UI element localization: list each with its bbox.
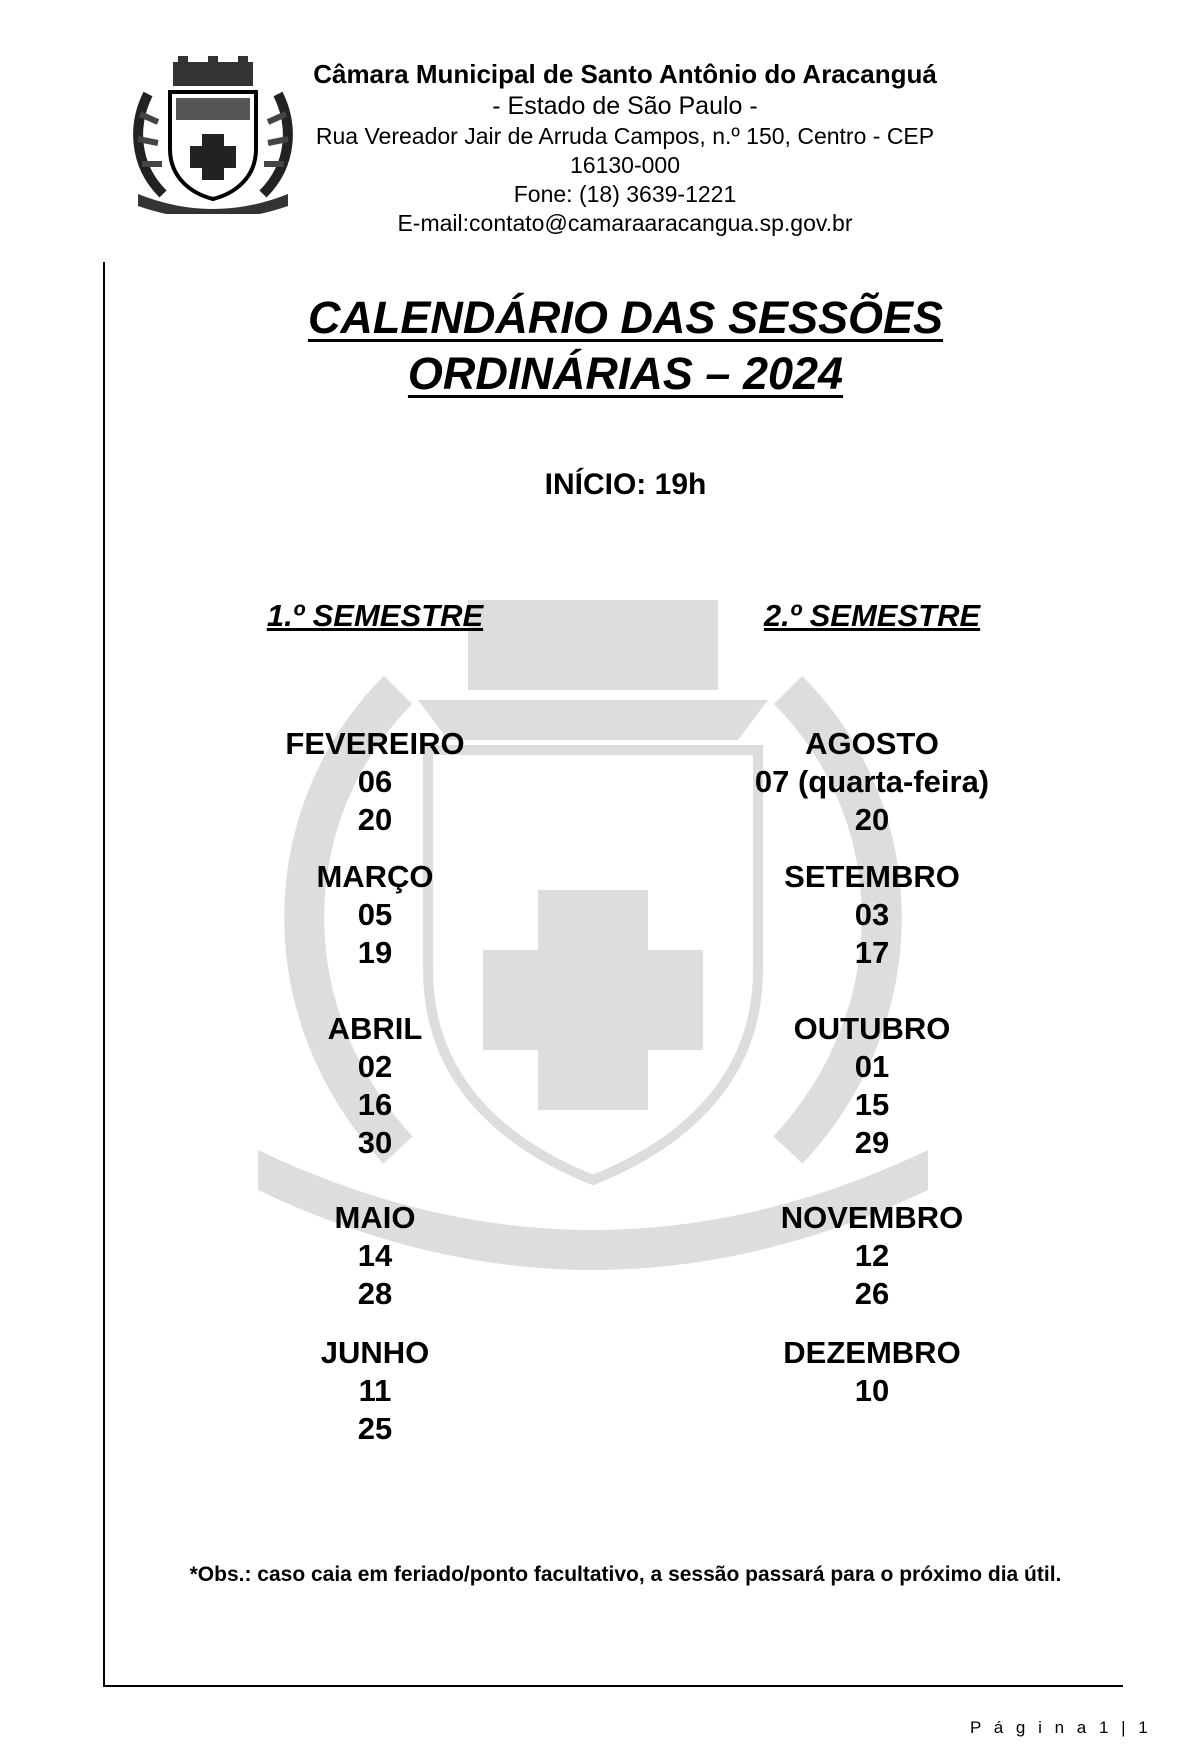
month-name: NOVEMBRO [780,1200,964,1235]
session-day: 03 [854,897,890,932]
session-day: 05 [357,897,393,932]
month-block [155,858,595,972]
email-line: E-mail:contato@camaraaracangua.sp.gov.br [397,210,853,236]
observation-note: *Obs.: caso caia em feriado/ponto facultativo, a sessão passará para o próximo dia útil. [189,1563,1062,1586]
month-name: AGOSTO [805,726,939,761]
session-day: 19 [357,935,393,970]
month-block [652,725,1092,839]
session-day: 30 [357,1125,393,1160]
month-block [155,1010,595,1162]
session-day: 20 [854,802,890,837]
title-line-2: ORDINÁRIAS – 2024 [407,348,844,399]
session-day: 07 (quarta-feira) [754,764,990,799]
session-day: 11 [358,1373,392,1408]
session-day: 25 [357,1411,393,1446]
month-name: JUNHO [320,1335,430,1370]
municipal-crest-icon [128,54,298,214]
session-day: 14 [357,1238,393,1273]
session-day: 28 [357,1276,393,1311]
page-number: P á g i n a 1 | 1 [970,1718,1152,1737]
session-day: 29 [854,1125,890,1160]
month-name: MARÇO [316,859,434,894]
month-name: ABRIL [327,1011,423,1046]
letterhead-text [310,58,940,238]
session-day: 12 [854,1238,890,1273]
month-block [652,1334,1092,1410]
session-day: 17 [854,935,890,970]
institution-name: Câmara Municipal de Santo Antônio do Aracanguá [313,59,937,89]
bottom-border-line [103,1685,1123,1687]
letterhead [0,0,1201,236]
month-block [155,725,595,839]
second-semester-heading: 2.º SEMESTRE [763,598,981,633]
session-day: 26 [854,1276,890,1311]
month-block [652,1010,1092,1162]
title-line-1: CALENDÁRIO DAS SESSÕES [307,292,944,343]
month-block [652,858,1092,972]
session-day: 02 [357,1049,393,1084]
session-day: 15 [854,1087,890,1122]
phone-line: Fone: (18) 3639-1221 [513,181,737,207]
session-day: 16 [357,1087,393,1122]
session-day: 01 [854,1049,890,1084]
month-name: OUTUBRO [793,1011,951,1046]
session-day: 20 [357,802,393,837]
session-day: 06 [357,764,393,799]
month-block [155,1334,595,1448]
start-time: INÍCIO: 19h [544,468,707,501]
month-block [652,1199,1092,1313]
month-block [155,1199,595,1313]
session-day: 10 [854,1373,890,1408]
first-semester-heading: 1.º SEMESTRE [266,598,484,633]
month-name: SETEMBRO [784,859,960,894]
month-name: FEVEREIRO [285,726,465,761]
month-name: MAIO [334,1200,416,1235]
page-title [0,290,1201,402]
state-line: - Estado de São Paulo - [492,92,758,120]
address-line: Rua Vereador Jair de Arruda Campos, n.º 150, Centro - CEP 16130-000 [315,123,935,178]
month-name: DEZEMBRO [783,1335,961,1370]
